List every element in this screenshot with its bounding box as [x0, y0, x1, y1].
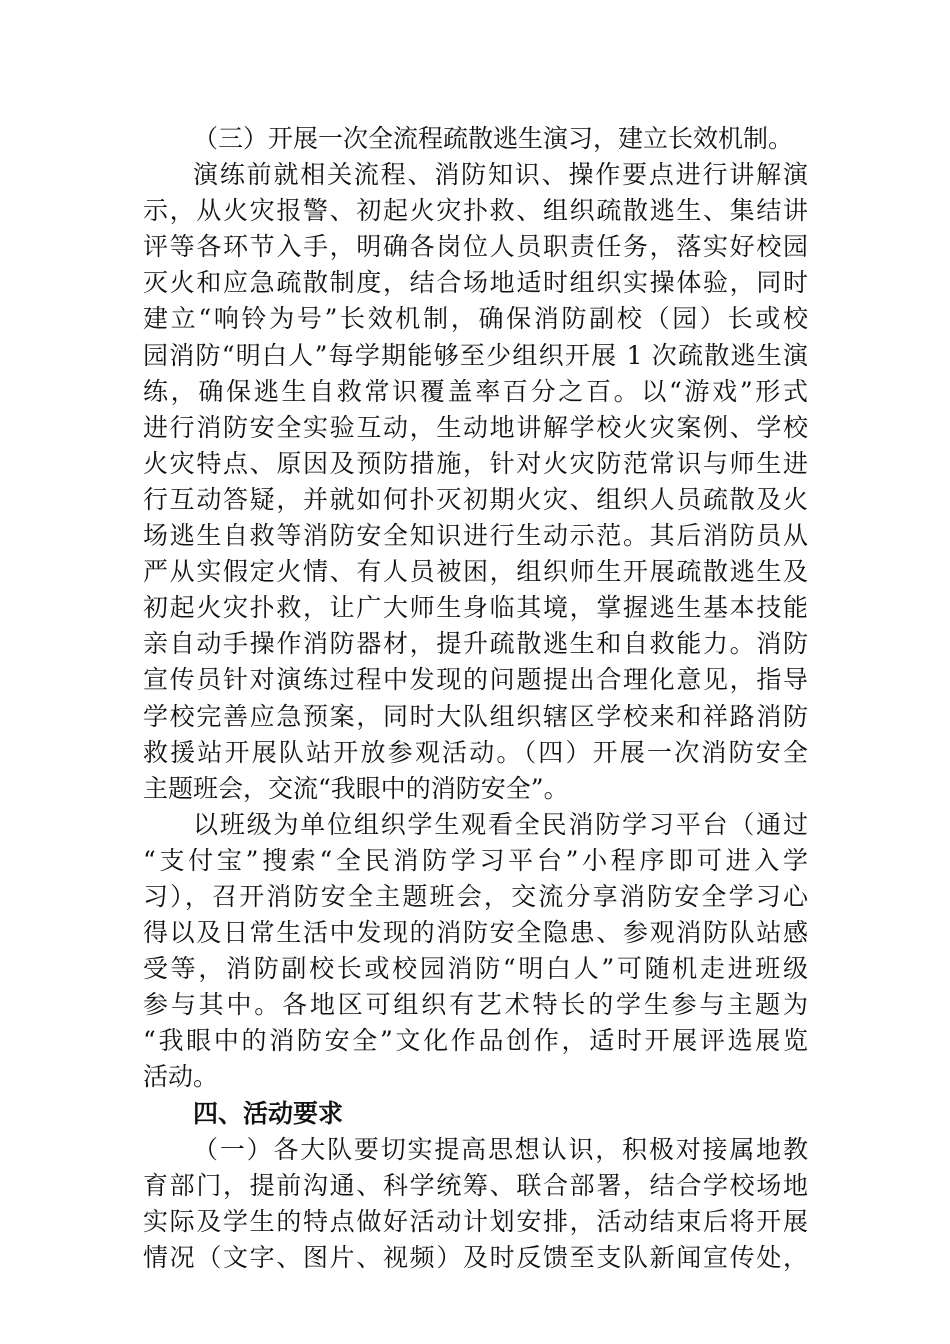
- text-line: 活动。: [143, 1062, 219, 1092]
- text-line: 场逃生自救等消防安全知识进行生动示范。其后消防员从: [143, 521, 808, 551]
- text-line: 亲自动手操作消防器材，提升疏散逃生和自救能力。消防: [143, 629, 808, 659]
- text-line: （三）开展一次全流程疏散逃生演习，建立长效机制。: [193, 124, 794, 153]
- text-line: 实际及学生的特点做好活动计划安排，活动结束后将开展: [143, 1206, 808, 1236]
- text-line: 得以及日常生活中发现的消防安全隐患、参观消防队站感: [143, 918, 808, 948]
- text-line: 救援站开展队站开放参观活动。（四）开展一次消防安全: [143, 737, 808, 767]
- paragraph-drill-details: [143, 157, 808, 807]
- text-line: 参与其中。各地区可组织有艺术特长的学生参与主题为: [143, 990, 808, 1020]
- text-line: 行互动答疑，并就如何扑灭初期火灾、组织人员疏散及火: [143, 484, 808, 514]
- text-line: （一）各大队要切实提高思想认识，积极对接属地教: [193, 1134, 808, 1164]
- paragraph-class-meeting: [143, 807, 808, 1096]
- text-line: 主题班会，交流“我眼中的消防安全”。: [143, 773, 569, 803]
- text-line: 学校完善应急预案，同时大队组织辖区学校来和祥路消防: [143, 701, 808, 731]
- text-line: 进行消防安全实验互动，生动地讲解学校火灾案例、学校: [143, 412, 808, 442]
- text-line: 评等各环节入手，明确各岗位人员职责任务，落实好校园: [143, 232, 808, 262]
- text-line: 育部门，提前沟通、科学统筹、联合部署，结合学校场地: [143, 1170, 808, 1200]
- text-line: 练，确保逃生自救常识覆盖率百分之百。以“游戏”形式: [143, 376, 808, 406]
- text-line: 示，从火灾报警、初起火灾扑救、组织疏散逃生、集结讲: [143, 196, 808, 226]
- document-body: [143, 121, 808, 1276]
- text-line: 灭火和应急疏散制度，结合场地适时组织实操体验，同时: [143, 268, 808, 298]
- text-line: 以班级为单位组织学生观看全民消防学习平台（通过: [193, 809, 808, 839]
- text-line: 受等，消防副校长或校园消防“明白人”可随机走进班级: [143, 954, 808, 984]
- text-line: 严从实假定火情、有人员被困，组织师生开展疏散逃生及: [143, 557, 808, 587]
- text-line: 宣传员针对演练过程中发现的问题提出合理化意见，指导: [143, 665, 808, 695]
- text-line: 演练前就相关流程、消防知识、操作要点进行讲解演: [193, 160, 808, 190]
- paragraph-drill-heading: [143, 121, 808, 157]
- text-line: 火灾特点、原因及预防措施，针对火灾防范常识与师生进: [143, 448, 808, 478]
- text-line: “支付宝”搜索“全民消防学习平台”小程序即可进入学: [143, 845, 808, 875]
- section-heading: 四、活动要求: [193, 1098, 344, 1128]
- paragraph-requirements: [143, 1132, 808, 1276]
- text-line: 建立“响铃为号”长效机制，确保消防副校（园）长或校: [143, 304, 808, 334]
- text-line: 园消防“明白人”每学期能够至少组织开展 1 次疏散逃生演: [143, 340, 808, 370]
- text-line: 初起火灾扑救，让广大师生身临其境，掌握逃生基本技能: [143, 593, 808, 623]
- text-line: 习），召开消防安全主题班会，交流分享消防安全学习心: [143, 881, 808, 911]
- text-line: “我眼中的消防安全”文化作品创作，适时开展评选展览: [143, 1026, 808, 1056]
- text-line: 情况（文字、图片、视频）及时反馈至支队新闻宣传处，: [143, 1242, 808, 1272]
